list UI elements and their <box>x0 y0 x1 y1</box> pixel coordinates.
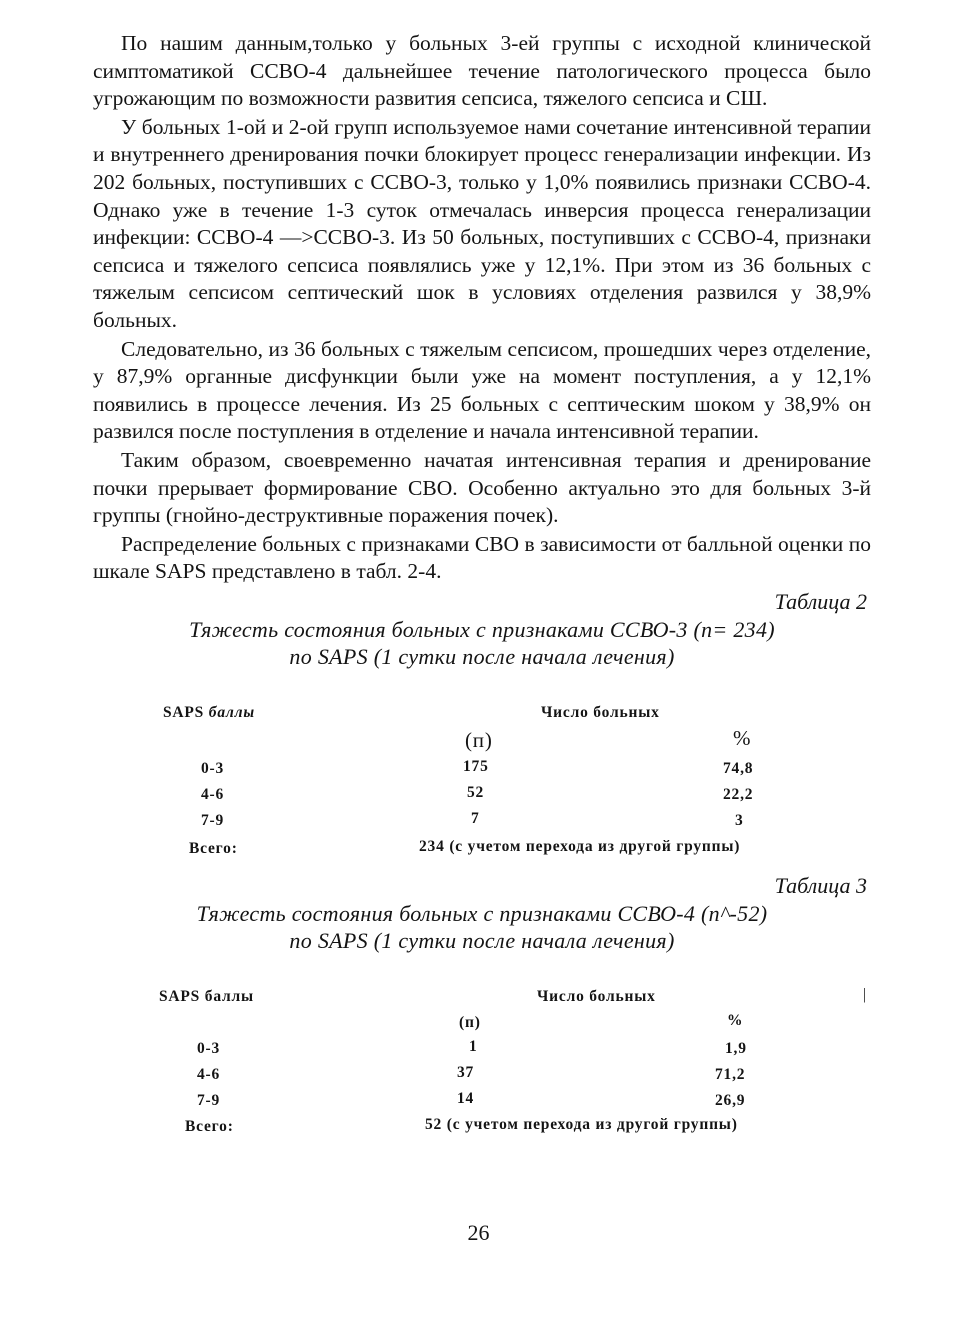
table-3-row-3-pct: 26,9 <box>715 1091 746 1109</box>
table-2-row-1-pct: 74,8 <box>723 759 754 777</box>
table-3-stray-mark: | <box>863 985 867 1003</box>
paragraph-5: Распределение больных с признаками СВО в зависимости от балльной оценки по шкале SAPS представлено в табл. 2-4. <box>93 531 871 584</box>
table-3-row-1-n: 1 <box>469 1037 478 1055</box>
paragraph-3: Следовательно, из 36 больных с тяжелым сепсисом, прошедших через отделение, у 87,9% органные дисфункции были уже на момент поступления, а у 12,1% появились в процессе лечения. Из 25 больных с септическим шоком у 38,9% он развился после поступления в отделение и начала интенсивной терапии. <box>93 336 871 444</box>
paragraph-1: По нашим данным,только у больных 3-ей группы с исходной клинической симптоматикой ССВО-4 дальнейшее течение патологического процесса было угрожающим по возможности развития сепсиса, тяжелого сепсиса и СШ. <box>93 31 871 111</box>
table-2-row-2-pct: 22,2 <box>723 785 754 803</box>
table-2-col-saps-header-unit: баллы <box>208 703 255 721</box>
table-3-row-3-n: 14 <box>457 1089 475 1107</box>
table-3-row-1-pct: 1,9 <box>725 1039 747 1057</box>
table-2-row-3-score: 7-9 <box>201 811 225 829</box>
table-2-row-3-n: 7 <box>471 809 480 827</box>
table-3-row-2-pct: 71,2 <box>715 1065 746 1083</box>
table-2-sub-pct: % <box>733 725 752 750</box>
table-3-sub-pct: % <box>727 1011 744 1029</box>
table-2-total-value: 234 (с учетом перехода из другой группы) <box>419 837 741 855</box>
table-3-caption-line-1: Тяжесть состояния больных с признаками ССВО-4 (n^-52) <box>196 900 768 926</box>
table-3-col-count-header: Число больных <box>537 987 656 1005</box>
page-number: 26 <box>467 1220 490 1245</box>
table-2-col-count-header: Число больных <box>541 703 660 721</box>
table-3-row-3-score: 7-9 <box>197 1091 221 1109</box>
table-2-row-1-n: 175 <box>463 757 489 775</box>
table-3-total-value: 52 (с учетом перехода из другой группы) <box>425 1115 738 1133</box>
paragraph-2: У больных 1-ой и 2-ой групп используемое нами сочетание интенсивной терапии и внутреннего дренирования почки блокирует процесс генерализации инфекции. Из 202 больных, поступивших с ССВО-3, только у 1,0% появились признаки ССВО-4. Однако уже в течение 1-3 суток отмечалась инверсия процесса генерализации инфекции: ССВО-4 —>ССВО-3. Из 50 больных, поступивших с ССВО-4, признаки сепсиса и тяжелого сепсиса появлялись уже у 12,1%. При этом из 36 больных с тяжелым сепсисом септический шок в условиях отделения развился у 38,9% больных. <box>93 114 871 332</box>
table-2-col-saps-header: SAPS баллы <box>163 703 255 721</box>
table-3-sub-n: (п) <box>459 1013 481 1031</box>
table-2-caption-line-1: Тяжесть состояния больных с признаками ССВО-3 (n= 234) <box>189 616 775 642</box>
table-2-caption-line-2: по SAPS (1 сутки после начала лечения) <box>289 643 675 669</box>
table-2-row-2-score: 4-6 <box>201 785 225 803</box>
table-2-row-2-n: 52 <box>467 783 485 801</box>
table-3-row-1-score: 0-3 <box>197 1039 221 1057</box>
table-2-total-label: Всего: <box>189 839 238 857</box>
paragraph-4: Таким образом, своевременно начатая интенсивная терапия и дренирование почки прерывает формирование СВО. Особенно актуально это для больных 3-й группы (гнойно-деструктивные поражения почек). <box>93 447 871 528</box>
page-body <box>93 30 871 1135</box>
table-3-row-2-n: 37 <box>457 1063 475 1081</box>
table-2-row-3-pct: 3 <box>735 811 744 829</box>
table-2-sub-n: (п) <box>465 727 493 752</box>
table-3-number: Таблица 3 <box>774 872 867 898</box>
table-3-total-label: Всего: <box>185 1117 234 1135</box>
table-2-caption <box>93 616 871 670</box>
table-2-number: Таблица 2 <box>774 588 867 614</box>
table-3 <box>93 954 871 1135</box>
table-3-caption-line-2: по SAPS (1 сутки после начала лечения) <box>289 927 675 953</box>
table-3-row-2-score: 4-6 <box>197 1065 221 1083</box>
table-3-col-saps-header: SAPS баллы <box>159 987 254 1005</box>
table-2-row-1-score: 0-3 <box>201 759 225 777</box>
table-2 <box>93 670 871 870</box>
table-3-caption <box>93 900 871 954</box>
